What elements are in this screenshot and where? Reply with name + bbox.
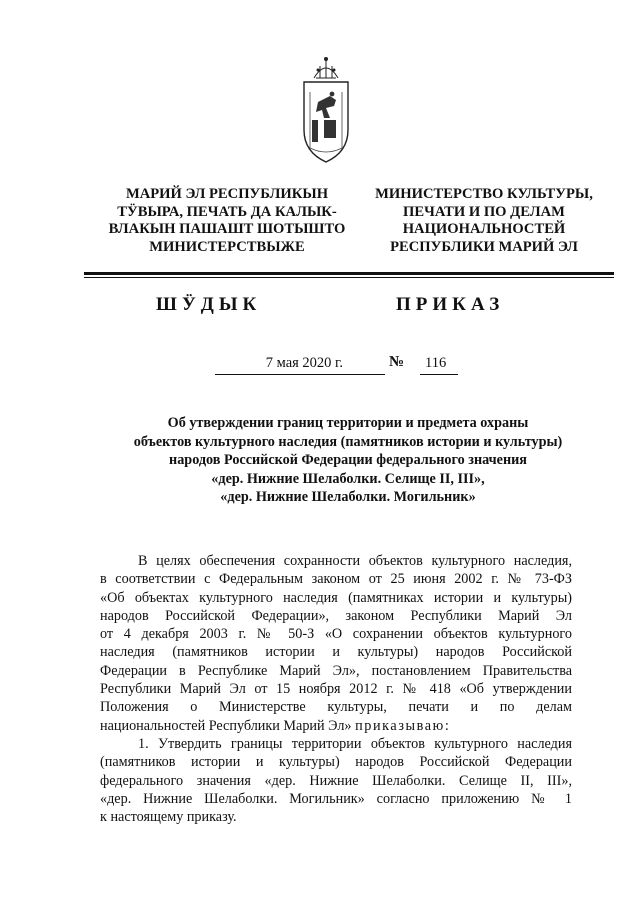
header-left-line: ТӰВЫРА, ПЕЧАТЬ ДА КАЛЫК- [117,203,337,220]
order-title [90,414,606,507]
body-line: В целях обеспечения сохранности объектов культурного наследия, [138,553,572,569]
order-number-underline [420,374,458,375]
body-line: Положения о Министерстве культуры, печати и по делам [100,699,572,716]
header-right-line: НАЦИОНАЛЬНОСТЕЙ [402,221,566,237]
preamble-paragraph [100,552,572,735]
header-divider-thin [84,277,614,278]
doc-type-mari: ШӰДЫК [156,294,262,315]
body-line: Федерации в Республике Марий Эл», постановлением Правительства [100,662,572,679]
clause-1-paragraph [100,735,572,826]
body-line: «дер. Нижние Шелаболки. Могильник» согласно приложению № 1 [100,790,572,807]
order-number: 116 [425,355,447,371]
order-body [100,552,572,826]
body-line: к настоящему приказу. [100,809,237,826]
order-date-field [215,355,385,372]
body-line: от 4 декабря 2003 г. № 50-З «О сохранении объектов культурного [100,626,572,643]
header-left-line: МИНИСТЕРСТВЫЖЕ [149,238,305,255]
body-line: народов Российской Федерации», законом Республики Марий Эл [100,607,572,624]
title-line: «дер. Нижние Шелаболки. Могильник» [220,489,476,505]
header-left [96,186,358,256]
header-right-line: ПЕЧАТИ И ПО ДЕЛАМ [403,203,565,220]
body-line-prefix: национальностей Республики Марий Эл» [100,717,352,734]
header-right [360,186,608,256]
header-left-line: МАРИЙ ЭЛ РЕСПУБЛИКЫН [125,186,329,202]
body-line: «Об объектах культурного наследия (памятниках истории и культуры) [100,589,572,606]
body-line: (памятников истории и культуры) народов Российской Федерации [100,754,572,771]
body-line [100,717,572,735]
doc-type-russian: ПРИКАЗ [396,294,505,315]
coat-of-arms-icon [296,52,356,170]
header-right-line: МИНИСТЕРСТВО КУЛЬТУРЫ, [375,186,593,202]
title-line: народов Российской Федерации федерального значения [169,452,527,468]
body-line: в соответствии с Федеральным законом от 25 июня 2002 г. № 73-ФЗ [100,571,572,588]
order-date-underline [215,374,385,375]
body-line: 1. Утвердить границы территории объектов культурного наследия [138,735,572,752]
order-verb: приказываю: [355,717,451,734]
body-line: федерального значения «дер. Нижние Шелаболки. Селище II, III», [100,772,572,789]
header-divider-thick [84,272,614,275]
title-line: «дер. Нижние Шелаболки. Селище II, III», [211,470,485,487]
header-left-line: ВЛАКЫН ПАШАШТ ШОТЫШТО [108,221,346,237]
order-date: 7 мая 2020 г. [265,355,343,371]
order-number-sign: № [389,354,405,370]
body-line: наследия (памятников истории и культуры) народов Российской [100,644,572,661]
title-line: объектов культурного наследия (памятников истории и культуры) [133,433,563,450]
body-line: Республики Марий Эл от 15 ноября 2012 г. № 418 «Об утверждении [100,681,572,698]
title-line: Об утверждении границ территории и предмета охраны [167,415,529,431]
header-right-line: РЕСПУБЛИКИ МАРИЙ ЭЛ [390,238,578,255]
